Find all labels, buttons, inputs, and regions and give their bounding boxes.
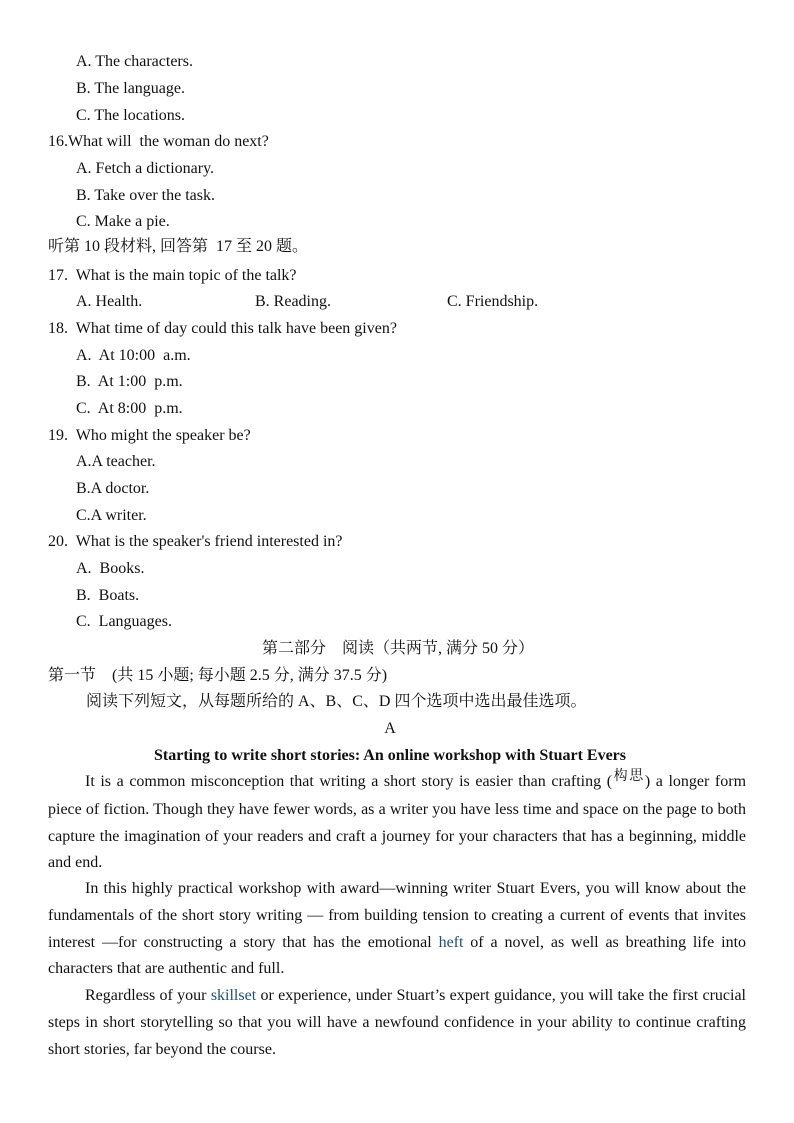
q20-option-c: C. Languages. [76, 613, 172, 630]
q18-option-c: C. At 8:00 p.m. [76, 400, 183, 417]
passage-paragraph-3 [48, 983, 746, 1063]
section1-title: 第一节 (共 15 小题; 每小题 2.5 分, 满分 37.5 分) [48, 667, 388, 684]
skillset-link[interactable]: skillset [210, 987, 257, 1004]
q15-option-a: A. The characters. [76, 53, 193, 70]
q15-option-c: C. The locations. [76, 107, 186, 124]
q17-options-row [0, 292, 794, 312]
q17-option-a: A. Health. [76, 293, 143, 310]
passage-title: Starting to write short stories: An online workshop with Stuart Evers [154, 747, 626, 764]
q16-option-c: C. Make a pie. [76, 213, 170, 230]
p2-text-start: In this highly practical workshop with award—winning writer Stuart Evers, you will know about the fundamentals of the short story writing — from building tension to creating a current of events that invites interest —for constructing a story that has the emotional [48, 880, 746, 951]
q15-option-b: B. The language. [76, 80, 186, 97]
q19-stem: 19. Who might the speaker be? [48, 427, 251, 444]
p2-text-end: of a novel, as well as breathing life into characters that are authentic and full. [48, 933, 747, 978]
q17-option-b: B. Reading. [255, 293, 331, 310]
passage-letter: A [384, 720, 396, 737]
q20-stem: 20. What is the speaker's friend interested in? [48, 533, 343, 550]
passage-paragraph-1 [48, 769, 746, 877]
p3-text-end: or experience, under Stuart’s expert guidance, you will take the first crucial steps in short storytelling so that you will have a newfound confidence in your ability to continue crafting short stories, far beyond the course. [48, 987, 746, 1058]
q20-option-a: A. Books. [76, 560, 145, 577]
q16-stem: 16.What will the woman do next? [48, 133, 269, 150]
q18-option-b: B. At 1:00 p.m. [76, 373, 183, 390]
heft-link[interactable]: heft [438, 933, 464, 951]
q18-option-a: A. At 10:00 a.m. [76, 347, 191, 364]
q20-option-b: B. Boats. [76, 587, 140, 604]
reading-instruction: 阅读下列短文，从每题所给的 A、B、C、D 四个选项中选出最佳选项。 [86, 693, 587, 710]
q17-option-c: C. Friendship. [447, 293, 539, 310]
q19-option-a: A.A teacher. [76, 453, 156, 470]
section-instruction: 听第 10 段材料, 回答第 17 至 20 题。 [48, 238, 309, 255]
p1-text-end: ) a longer form piece of fiction. Though they have fewer words, as a writer you have less time and space on the page to both capture the imagination of your readers and craft a journey for your characters that has a beginning, middle and end. [48, 773, 747, 872]
q19-option-c: C.A writer. [76, 507, 147, 524]
p3-text-start: Regardless of your [85, 987, 211, 1004]
p1-gloss: 构思 [612, 769, 645, 784]
q16-option-b: B. Take over the task. [76, 187, 215, 204]
part2-title: 第二部分 阅读（共两节, 满分 50 分） [262, 640, 535, 657]
q19-option-b: B.A doctor. [76, 480, 150, 497]
q18-stem: 18. What time of day could this talk have been given? [48, 320, 397, 337]
q16-option-a: A. Fetch a dictionary. [76, 160, 215, 177]
passage-paragraph-2 [48, 876, 746, 983]
p1-text-start: It is a common misconception that writing a short story is easier than crafting ( [85, 773, 613, 790]
q17-stem: 17. What is the main topic of the talk? [48, 267, 297, 284]
